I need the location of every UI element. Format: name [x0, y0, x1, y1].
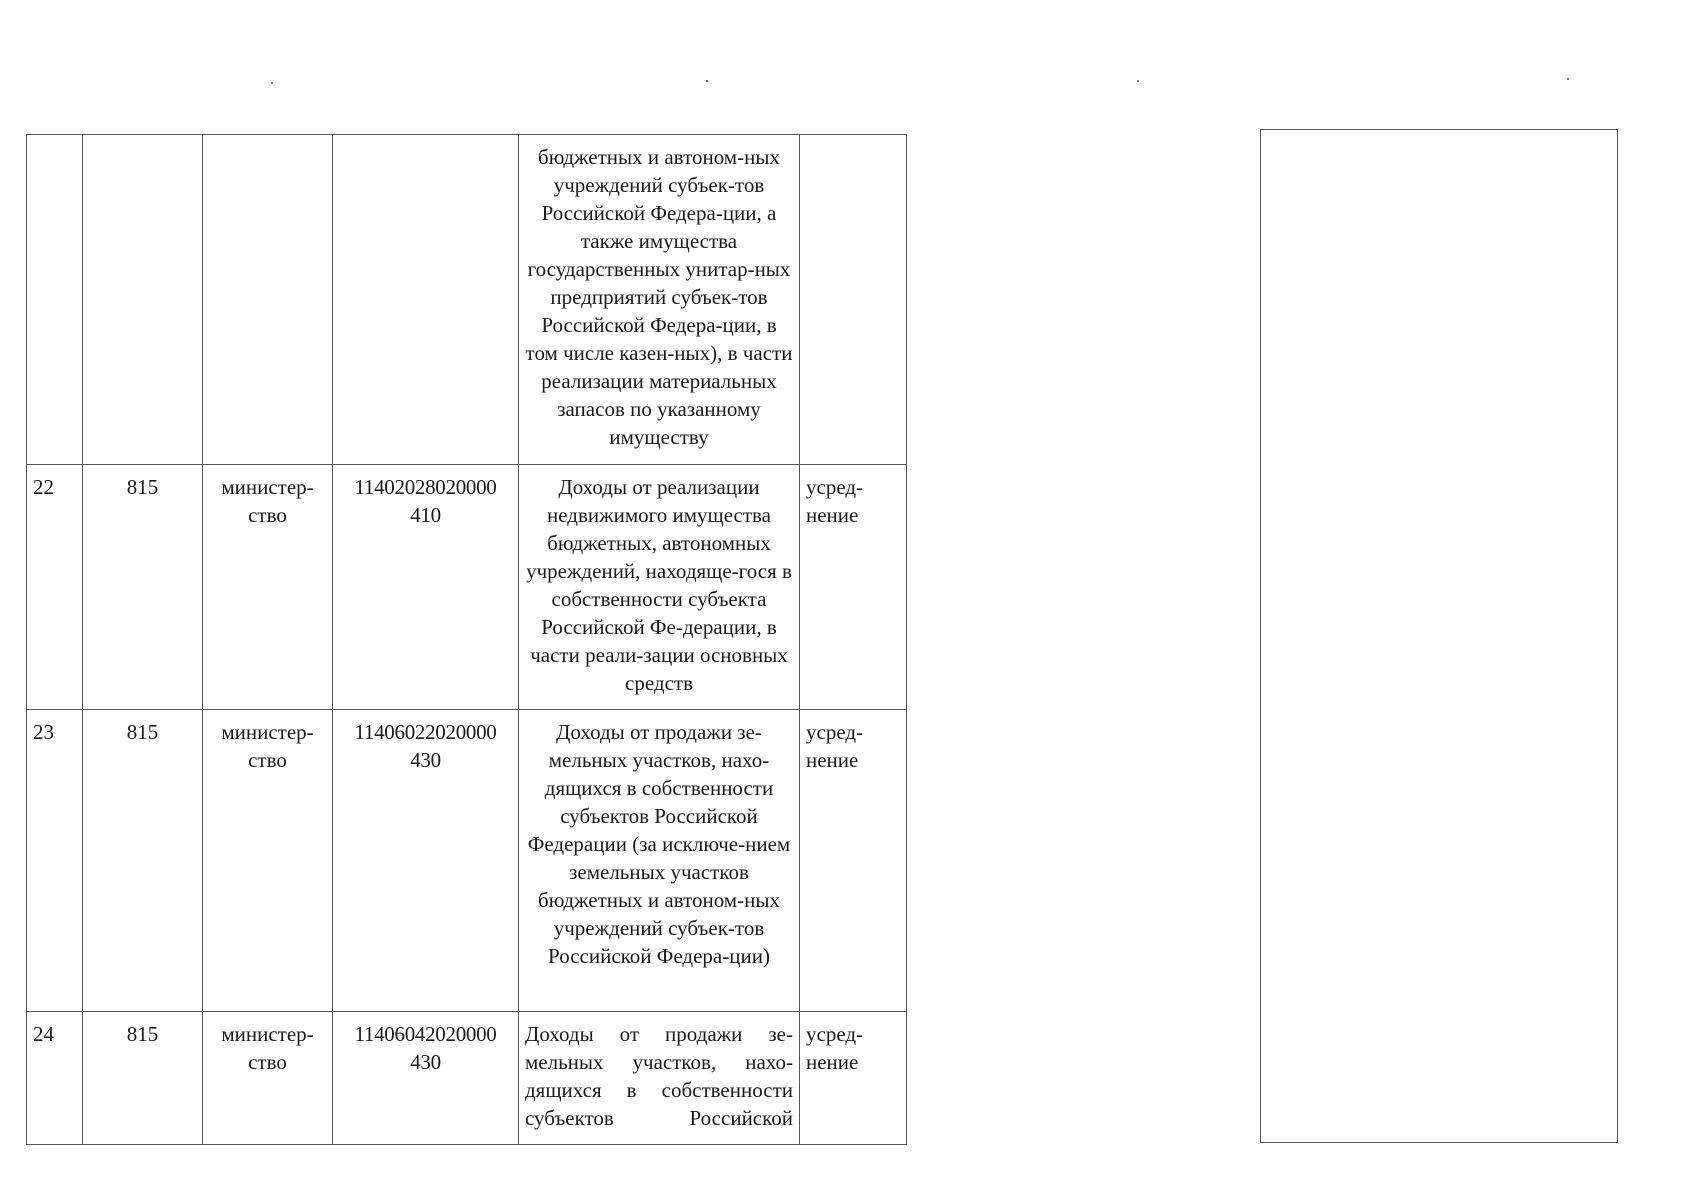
budget-code: 11402028020000 410: [333, 465, 519, 710]
row-number: 22: [27, 465, 83, 710]
revenue-name: Доходы от реализации недвижимого имущества бюджетных, автономных учреждений, находяще-гося в собственности субъекта Российской Фе-дерации, в части реали-зации основных средств: [519, 465, 800, 710]
admin-code: 815: [83, 465, 203, 710]
row-number: 23: [27, 710, 83, 1012]
admin-code: [83, 135, 203, 465]
forecast-method: усред-нение: [800, 1012, 907, 1145]
administrator: министер-ство: [203, 465, 333, 710]
table-row: [27, 1012, 907, 1145]
budget-code: 11406022020000 430: [333, 710, 519, 1012]
administrator: [203, 135, 333, 465]
revenue-name: бюджетных и автоном-ных учреждений субъек-тов Российской Федера-ции, а также имущества государственных унитар-ных предприятий субъек-тов Российской Федера-ции, в том числе казен-ных), в части реализации материальных запасов по указанному имуществу: [519, 135, 800, 465]
table-row: [27, 710, 907, 1012]
scan-speck: [1137, 80, 1139, 82]
scan-speck: [706, 80, 708, 82]
forecast-method: усред-нение: [800, 465, 907, 710]
budget-code: [333, 135, 519, 465]
scan-speck: [1567, 78, 1569, 80]
revenue-name: Доходы от продажи зе-мельных участков, нахо-дящихся в собственности субъектов Российской Федерации (за исключе-нием земельных участков бюджетных и автоном-ных учреждений субъек-тов Российской Федера-ции): [519, 710, 800, 1012]
table-row: [27, 135, 907, 465]
admin-code: 815: [83, 1012, 203, 1145]
forecast-method: усред-нение: [800, 710, 907, 1012]
scan-speck: [271, 82, 273, 84]
admin-code: 815: [83, 710, 203, 1012]
forecast-method: [800, 135, 907, 465]
revenue-name: Доходы от продажи зе-мельных участков, нахо-дящихся в собственности субъектов Российской: [519, 1012, 800, 1145]
revenue-table: [26, 134, 907, 1145]
administrator: министер-ство: [203, 1012, 333, 1145]
blank-frame: [1260, 129, 1618, 1143]
row-number: [27, 135, 83, 465]
table-row: [27, 465, 907, 710]
administrator: министер-ство: [203, 710, 333, 1012]
budget-code: 11406042020000 430: [333, 1012, 519, 1145]
row-number: 24: [27, 1012, 83, 1145]
